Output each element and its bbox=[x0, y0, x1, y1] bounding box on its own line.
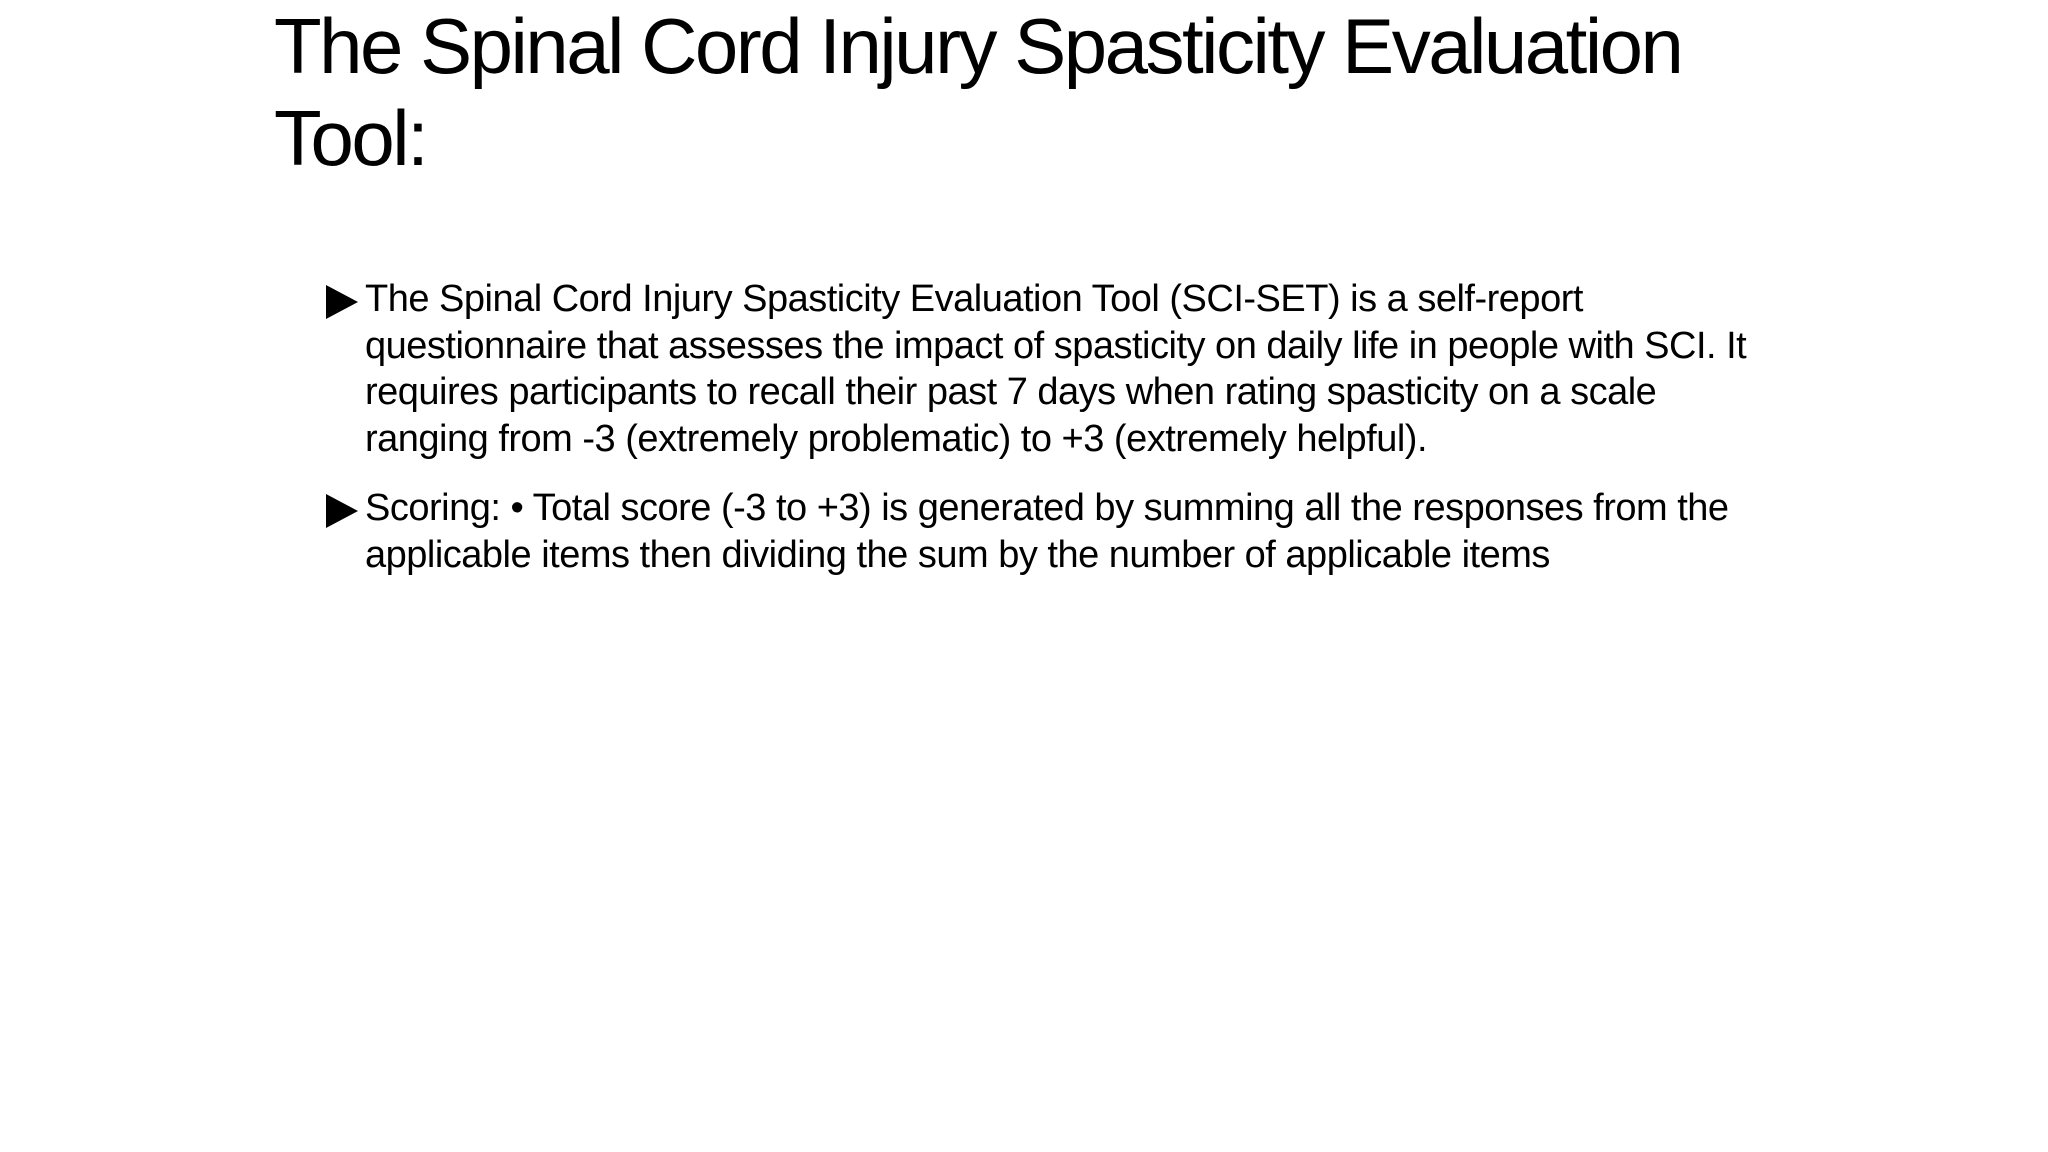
bullet-text: The Spinal Cord Injury Spasticity Evaluation Tool (SCI-SET) is a self-report questionnaire that assesses the impact of spasticity on daily life in people with SCI. It requires participants to recall their past 7 days when rating spasticity on a scale ranging from -3 (extremely problematic) to +3 (extremely helpful). bbox=[365, 278, 1747, 460]
triangle-right-bullet-icon bbox=[326, 285, 358, 319]
bullet-text: Scoring: • Total score (-3 to +3) is generated by summing all the responses from the applicable items then dividing the sum by the number of applicable items bbox=[365, 487, 1729, 576]
slide-title: The Spinal Cord Injury Spasticity Evaluation Tool: bbox=[274, 2, 1682, 182]
bullet-item-scoring bbox=[326, 485, 1766, 578]
bullet-item-description bbox=[326, 276, 1766, 462]
triangle-right-bullet-icon bbox=[326, 494, 358, 528]
bullet-list bbox=[326, 276, 1766, 601]
